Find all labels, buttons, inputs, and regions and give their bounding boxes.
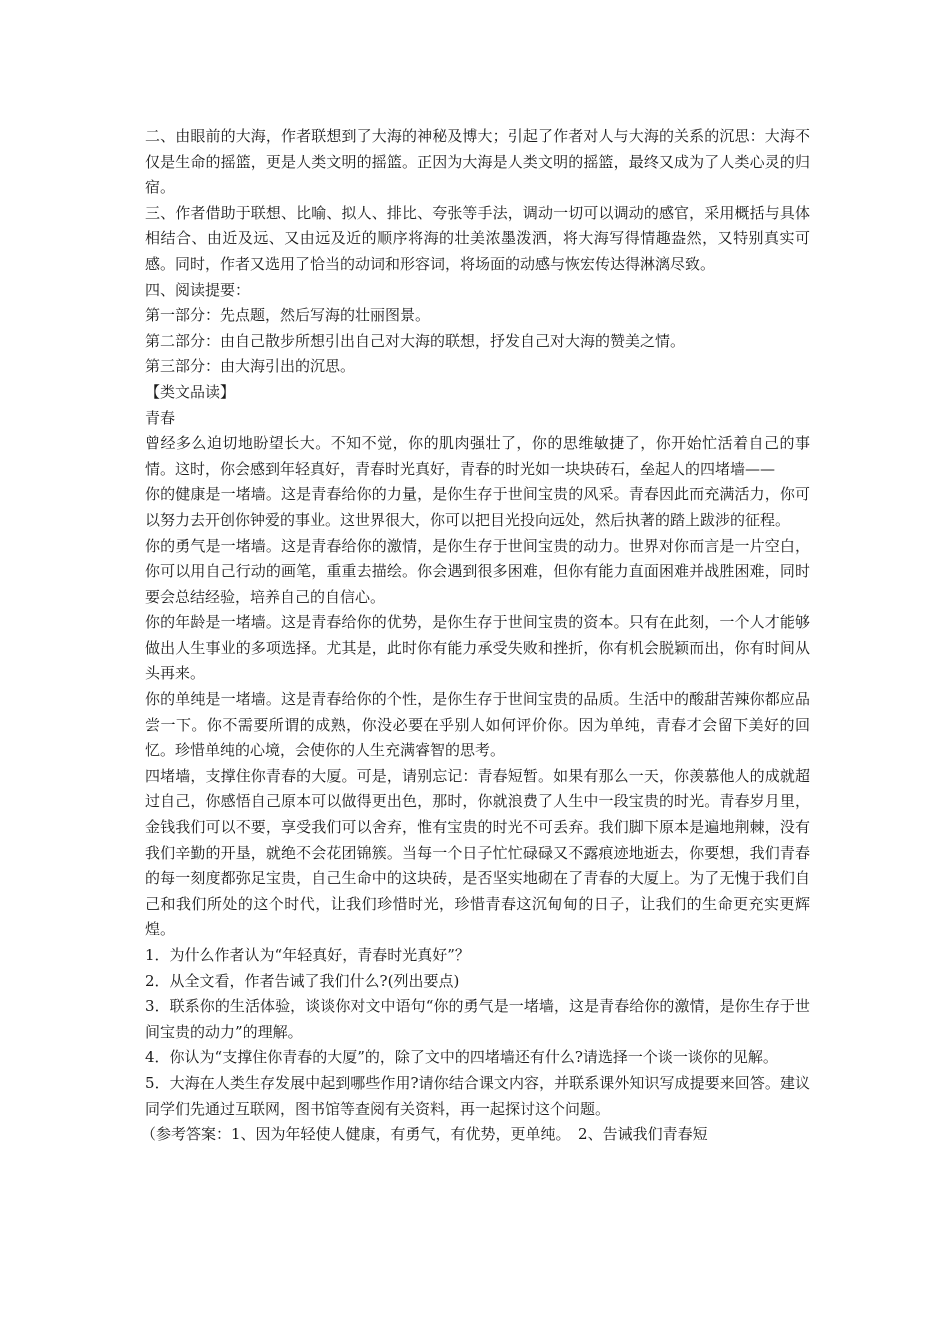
paragraph-reading-outline-heading: 四、阅读提要：: [145, 280, 251, 299]
article-paragraph-health: 你的健康是一堵墙。这是青春给你的力量，是你生存于世间宝贵的风采。青春因此而充满活力，你可以努力去开创你钟爱的事业。这世界很大，你可以把目光投向远处，然后执著的踏上跋涉的征程。: [145, 485, 810, 529]
reference-answers: （参考答案：1、因为年轻使人健康，有勇气，有优势，更单纯。 2、告诫我们青春短: [141, 1125, 708, 1144]
question-2: 2．从全文看，作者告诫了我们什么?(列出要点): [145, 971, 460, 990]
article-paragraph-simplicity: 你的单纯是一堵墙。这是青春给你的个性，是你生存于世间宝贵的品质。生活中的酸甜苦辣你都应品尝一下。你不需要所谓的成熟，你没必要在乎别人如何评价你。因为单纯，青春才会留下美好的回忆。珍惜单纯的心境，会使你的人生充满睿智的思考。: [145, 690, 810, 760]
paragraph-analysis-2: 二、由眼前的大海，作者联想到了大海的神秘及博大；引起了作者对人与大海的关系的沉思：大海不仅是生命的摇篮，更是人类文明的摇篮。正因为大海是人类文明的摇篮，最终又成为了人类心灵的归宿。: [145, 127, 810, 197]
paragraph-outline-part-2: 第二部分：由自己散步所想引出自己对大海的联想，抒发自己对大海的赞美之情。: [145, 331, 686, 350]
article-paragraph-intro: 曾经多么迫切地盼望长大。不知不觉，你的肌肉强壮了，你的思维敏捷了，你开始忙活着自己的事情。这时，你会感到年轻真好，青春时光真好，青春的时光如一块块砖石，垒起人的四堵墙——: [145, 434, 810, 478]
article-paragraph-age: 你的年龄是一堵墙。这是青春给你的优势，是你生存于世间宝贵的资本。只有在此刻，一个人才能够做出人生事业的多项选择。尤其是，此时你有能力承受失败和挫折，你有机会脱颖而出，你有时间从头再来。: [145, 613, 810, 683]
paragraph-outline-part-3: 第三部分：由大海引出的沉思。: [145, 357, 356, 376]
question-1: 1．为什么作者认为“年轻真好，青春时光真好”？: [145, 946, 470, 964]
article-paragraph-courage: 你的勇气是一堵墙。这是青春给你的激情，是你生存于世间宝贵的动力。世界对你而言是一片空白，你可以用自己行动的画笔，重重去描绘。你会遇到很多困难，但你有能力直面困难并战胜困难，同时要会总结经验，培养自己的自信心。: [145, 536, 810, 606]
document-page: [141, 124, 810, 1148]
article-title: 青春: [145, 408, 176, 427]
section-heading-similar-reading: 【类文品读】: [145, 382, 236, 401]
paragraph-analysis-3: 三、作者借助于联想、比喻、拟人、排比、夸张等手法，调动一切可以调动的感官，采用概括与具体相结合、由近及远、又由远及近的顺序将海的壮美浓墨泼洒，将大海写得情趣盎然，又特别真实可感。同时，作者又选用了恰当的动词和形容词，将场面的动感与恢宏传达得淋漓尽致。: [145, 203, 810, 273]
question-5: 5．大海在人类生存发展中起到哪些作用?请你结合课文内容，并联系课外知识写成提要来回答。建议同学们先通过互联网，图书馆等查阅有关资料，再一起探讨这个问题。: [145, 1073, 810, 1118]
paragraph-outline-part-1: 第一部分：先点题，然后写海的壮丽图景。: [145, 306, 431, 325]
article-paragraph-conclusion: 四堵墙，支撑住你青春的大厦。可是，请别忘记：青春短暂。如果有那么一天，你羡慕他人的成就超过自己，你感悟自己原本可以做得更出色，那时，你就浪费了人生中一段宝贵的时光。青春岁月里，金钱我们可以不要，享受我们可以舍弃，惟有宝贵的时光不可丢弃。我们脚下原本是遍地荆棘，没有我们辛勤的开垦，就绝不会花团锦簇。当每一个日子忙忙碌碌又不露痕迹地逝去，你要想，我们青春的每一刻度都弥足宝贵，自己生命中的这块砖，是否坚实地砌在了青春的大厦上。为了无愧于我们自己和我们所处的这个时代，让我们珍惜时光，珍惜青春这沉甸甸的日子，让我们的生命更充实更辉煌。: [145, 766, 810, 939]
question-4: 4．你认为“支撑住你青春的大厦”的，除了文中的四堵墙还有什么?请选择一个谈一谈你的见解。: [145, 1048, 778, 1067]
question-3: 3．联系你的生活体验，谈谈你对文中语句“你的勇气是一堵墙，这是青春给你的激情，是你生存于世间宝贵的动力”的理解。: [145, 997, 810, 1041]
